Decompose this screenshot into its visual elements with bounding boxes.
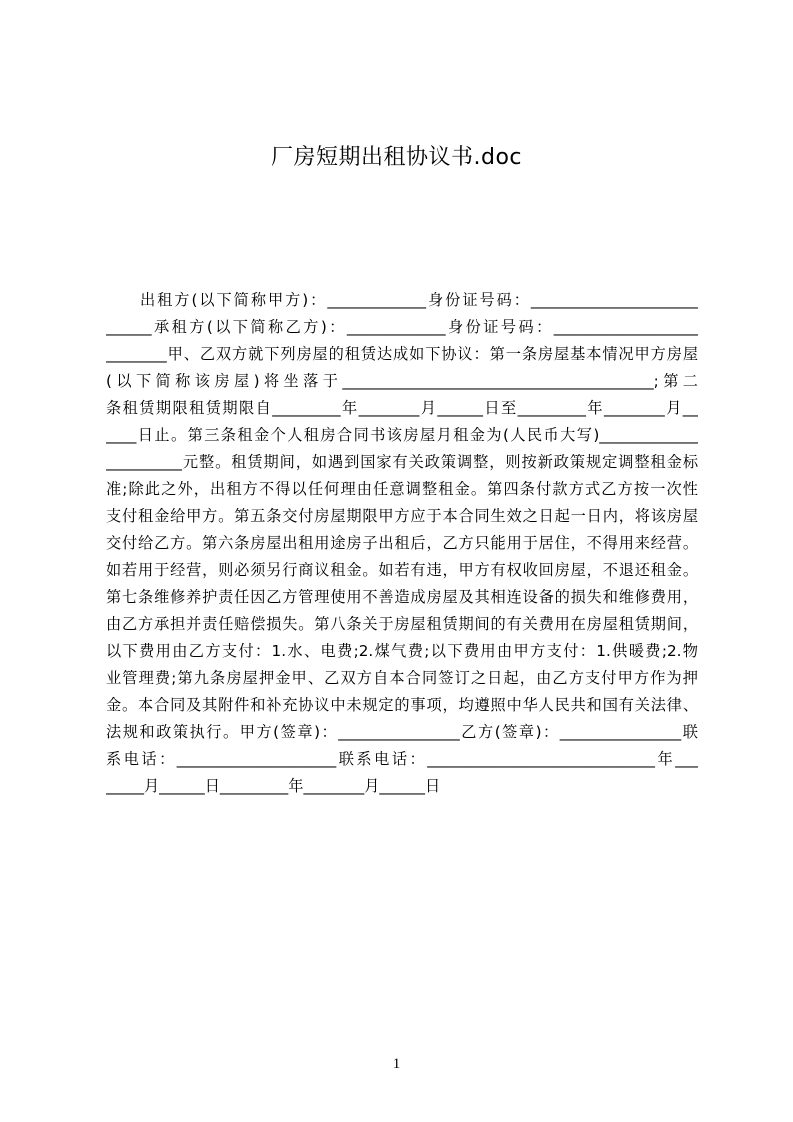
body-line: 支付租金给甲方。第五条交付房屋期限甲方应于本合同生效之日起一日内，将该房屋 <box>106 507 698 525</box>
document-title: 厂房短期出租协议书.doc <box>270 145 522 170</box>
body-line: 出租方(以下简称甲方)：_____________身份证号码：______________________ <box>140 291 698 309</box>
page-number: 1 <box>392 1056 401 1072</box>
body-line: ______承租方(以下简称乙方)：_____________身份证号码：___________________ <box>106 318 698 336</box>
body-line: 以下费用由乙方支付：1.水、电费;2.煤气费;以下费用由甲方支付：1.供暖费;2.物 <box>106 642 698 660</box>
body-line: 交付给乙方。第六条房屋出租用途房子出租后，乙方只能用于居住，不得用来经营。 <box>106 534 698 552</box>
body-line: 业管理费;第九条房屋押金甲、乙双方自本合同签订之日起，由乙方支付甲方作为押 <box>106 669 698 687</box>
body-line: _____月______日_________年________月______日 <box>106 777 441 795</box>
body-line: 条租赁期限租赁期限自_________年________月______日至_________年________月__ <box>106 399 698 417</box>
body-line: 由乙方承担并责任赔偿损失。第八条关于房屋租赁期间的有关费用在房屋租赁期间， <box>106 615 698 633</box>
body-line: 如若用于经营，则必须另行商议租金。如若有违，甲方有权收回房屋，不退还租金。 <box>106 561 698 579</box>
body-line: 法规和政策执行。甲方(签章)：________________乙方(签章)：________________联 <box>106 723 698 741</box>
body-line: ________甲、乙双方就下列房屋的租赁达成如下协议：第一条房屋基本情况甲方房屋 <box>106 345 698 363</box>
body-line: 准;除此之外，出租方不得以任何理由任意调整租金。第四条付款方式乙方按一次性 <box>106 480 698 498</box>
body-line: 金。本合同及其附件和补充协议中未规定的事项，均遵照中华人民共和国有关法律、 <box>106 696 698 714</box>
body-line: (以下简称该房屋)将坐落于_________________________________________;第二 <box>106 372 698 390</box>
body-line: __________元整。租赁期间，如遇到国家有关政策调整，则按新政策规定调整租金标 <box>106 453 698 471</box>
body-line: ____日止。第三条租金个人租房合同书该房屋月租金为(人民币大写)_____________ <box>106 426 698 444</box>
body-line: 第七条维修养护责任因乙方管理使用不善造成房屋及其相连设备的损失和维修费用， <box>106 588 698 606</box>
body-line: 系电话：_____________________联系电话：______________________________年___ <box>106 750 698 768</box>
